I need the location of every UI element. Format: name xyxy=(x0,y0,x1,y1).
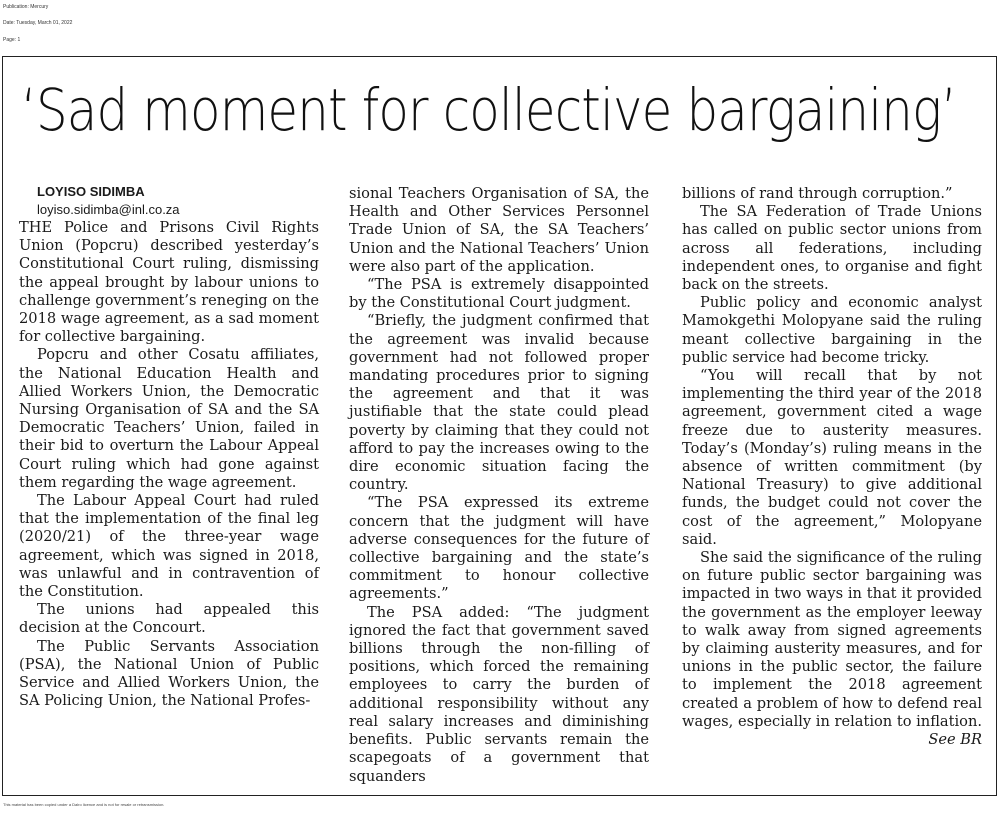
page-label: Page: 1 xyxy=(3,37,21,43)
see-also-reference: See BR xyxy=(928,731,982,749)
article-column-1 xyxy=(19,183,319,710)
paragraph: “Briefly, the judgment confirmed that the agreement was invalid because government had not followed proper mandating procedures prior to signing the agreement and that it was justifiable that the state could plead poverty by claiming that they could not afford to pay the increases owing to the dire economic situation facing the country. xyxy=(349,312,649,494)
paragraph: sional Teachers Organisation of SA, the Health and Other Services Personnel Trade Union of SA, the SA Teachers’ Union and the National Teachers’ Union were also part of the application. xyxy=(349,185,649,275)
author-email: loyiso.sidimba@inl.co.za xyxy=(37,202,180,217)
paragraph: Public policy and economic analyst Mamokgethi Molopyane said the ruling meant collective bargaining in the public service had become tricky. xyxy=(682,294,982,366)
publication-label: Publication: Mercury xyxy=(3,4,49,10)
paragraph: The Public Servants Association (PSA), the National Union of Public Service and Allied Workers Union, the SA Policing Union, the National Profes- xyxy=(19,637,319,710)
paragraph: “You will recall that by not implementing the third year of the 2018 agreement, government cited a wage freeze due to austerity measures. Today’s (Monday’s) ruling means in the absence of written commitment (by National Treasury) to give additional funds, the budget could not cover the cost of the agreement,” Molopyane said. xyxy=(682,367,982,548)
copyright-disclaimer: This material has been copied under a Dalro licence and is not for resale or retransmission. xyxy=(3,802,165,807)
article-headline: ‘Sad moment for collective bargaining’ xyxy=(21,76,957,144)
paragraph: Popcru and other Cosatu affiliates, the National Education Health and Allied Workers Union, the Democratic Nursing Organisation of SA and the SA Democratic Teachers’ Union, failed in their bid to overturn the Labour Appeal Court ruling which had gone against them regarding the wage agreement. xyxy=(19,346,319,491)
paragraph: The unions had appealed this decision at the Concourt. xyxy=(19,601,319,637)
paragraph: The PSA added: “The judgment ignored the fact that government saved billions through the non-filling of positions, which forced the remaining employees to carry the burden of additional responsibility without any real salary increases and diminishing benefits. Public servants remain the scapegoats of a government that squanders xyxy=(349,603,649,785)
date-label: Date: Tuesday, March 01, 2022 xyxy=(3,20,73,26)
article-column-2 xyxy=(349,185,649,786)
article-column-3 xyxy=(682,185,982,749)
paragraph: “The PSA expressed its extreme concern that the judgment will have adverse consequences for the future of collective bargaining and the state’s commitment to honour collective agreements.” xyxy=(349,494,649,603)
article-clipping xyxy=(2,56,997,796)
paragraph: The SA Federation of Trade Unions has called on public sector unions from across all federations, including independent ones, to organise and fight back on the streets. xyxy=(682,203,982,294)
paragraph: THE Police and Prisons Civil Rights Union (Popcru) described yesterday’s Constitutional Court ruling, dismissing the appeal brought by labour unions to challenge government’s reneging on the 2018 wage agreement, as a sad moment for collective bargaining. xyxy=(19,219,319,346)
paragraph: “The PSA is extremely disappointed by the Constitutional Court judgment. xyxy=(349,276,649,312)
paragraph: The Labour Appeal Court had ruled that the implementation of the final leg (2020/21) of the three-year wage agreement, which was signed in 2018, was unlawful and in contravention of the Constitution. xyxy=(19,492,319,601)
author-name: LOYISO SIDIMBA xyxy=(37,184,145,199)
paragraph: She said the significance of the ruling on future public sector bargaining was impacted in two ways in that it provided the government as the employer leeway to walk away from signed agreements by claiming austerity measures, and for unions in the public sector, the failure to implement the 2018 agreement created a problem of how to defend real wages, especially in relation to inflation. xyxy=(682,549,982,730)
paragraph: billions of rand through corruption.” xyxy=(682,185,953,202)
